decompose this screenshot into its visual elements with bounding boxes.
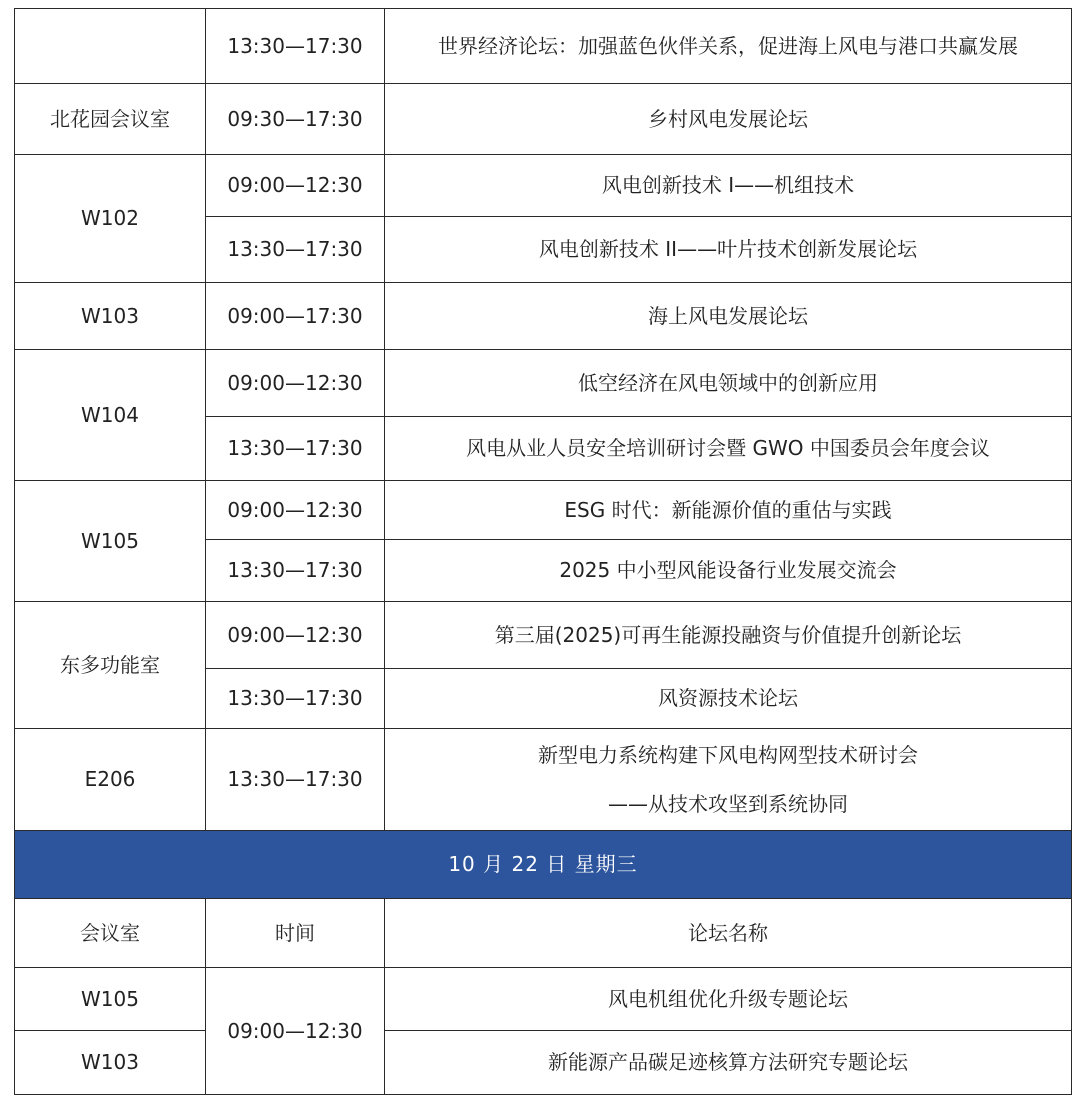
forum-cell: 海上风电发展论坛 <box>385 283 1072 350</box>
forum-cell: 2025 中小型风能设备行业发展交流会 <box>385 540 1072 602</box>
forum-cell: 风电机组优化升级专题论坛 <box>385 968 1072 1031</box>
column-header-time: 时间 <box>206 899 385 968</box>
table-row <box>15 729 1072 831</box>
table-row <box>15 968 1072 1031</box>
room-cell: W105 <box>15 481 206 602</box>
forum-cell: 世界经济论坛：加强蓝色伙伴关系，促进海上风电与港口共赢发展 <box>385 9 1072 84</box>
room-cell: E206 <box>15 729 206 831</box>
table-row <box>15 350 1072 417</box>
forum-cell: 乡村风电发展论坛 <box>385 84 1072 155</box>
forum-cell: 风电创新技术 II——叶片技术创新发展论坛 <box>385 217 1072 283</box>
time-cell: 09:00—17:30 <box>206 283 385 350</box>
room-cell: W103 <box>15 283 206 350</box>
forum-cell <box>385 729 1072 831</box>
schedule-table <box>14 8 1072 1095</box>
room-cell: W105 <box>15 968 206 1031</box>
time-cell: 09:00—12:30 <box>206 602 385 669</box>
table-row <box>15 1031 1072 1095</box>
room-cell <box>15 9 206 84</box>
forum-cell: 风资源技术论坛 <box>385 669 1072 729</box>
time-cell: 13:30—17:30 <box>206 217 385 283</box>
table-row <box>15 84 1072 155</box>
room-cell: 北花园会议室 <box>15 84 206 155</box>
time-cell: 13:30—17:30 <box>206 9 385 84</box>
time-cell: 13:30—17:30 <box>206 417 385 481</box>
time-cell: 09:00—12:30 <box>206 481 385 540</box>
forum-subtitle-line: ——从技术攻坚到系统协同 <box>608 791 848 816</box>
room-cell: W102 <box>15 155 206 283</box>
forum-cell: ESG 时代：新能源价值的重估与实践 <box>385 481 1072 540</box>
room-cell: W104 <box>15 350 206 481</box>
table-row <box>15 481 1072 540</box>
table-row <box>15 155 1072 217</box>
forum-cell: 第三届(2025)可再生能源投融资与价值提升创新论坛 <box>385 602 1072 669</box>
day-banner: 10 月 22 日 星期三 <box>15 831 1072 899</box>
column-header-forum: 论坛名称 <box>385 899 1072 968</box>
forum-cell: 低空经济在风电领域中的创新应用 <box>385 350 1072 417</box>
forum-cell: 风电从业人员安全培训研讨会暨 GWO 中国委员会年度会议 <box>385 417 1072 481</box>
time-cell: 13:30—17:30 <box>206 729 385 831</box>
time-cell: 13:30—17:30 <box>206 540 385 602</box>
header-row <box>15 899 1072 968</box>
column-header-room: 会议室 <box>15 899 206 968</box>
forum-cell: 风电创新技术 I——机组技术 <box>385 155 1072 217</box>
room-cell: W103 <box>15 1031 206 1095</box>
forum-cell: 新能源产品碳足迹核算方法研究专题论坛 <box>385 1031 1072 1095</box>
time-cell: 09:00—12:30 <box>206 350 385 417</box>
time-cell: 09:30—17:30 <box>206 84 385 155</box>
table-row <box>15 602 1072 669</box>
time-cell: 09:00—12:30 <box>206 968 385 1095</box>
forum-title-line: 新型电力系统构建下风电构网型技术研讨会 <box>538 742 918 767</box>
time-cell: 13:30—17:30 <box>206 669 385 729</box>
day-banner-row <box>15 831 1072 899</box>
room-cell: 东多功能室 <box>15 602 206 729</box>
table-row <box>15 9 1072 84</box>
time-cell: 09:00—12:30 <box>206 155 385 217</box>
table-row <box>15 283 1072 350</box>
